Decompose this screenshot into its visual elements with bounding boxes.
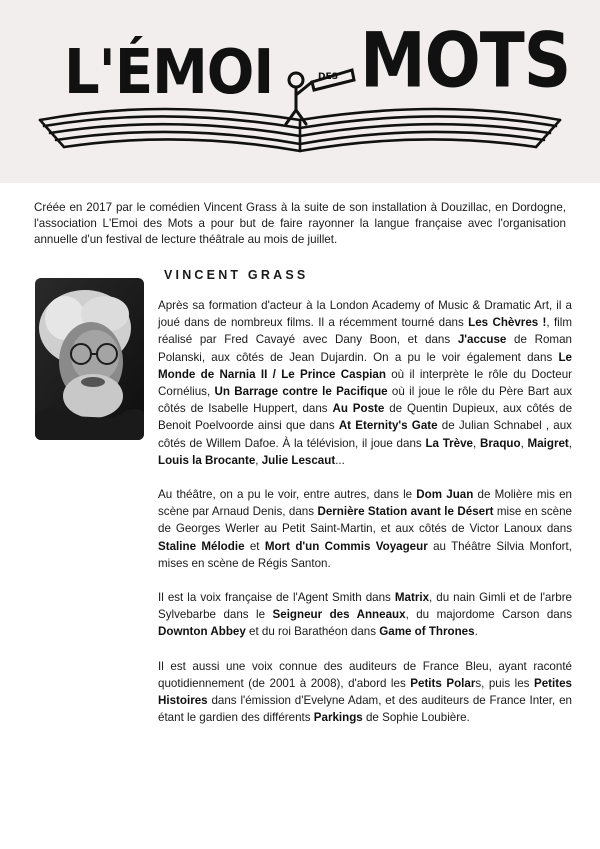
portrait-photo [35,278,144,440]
bio-paragraph-dubbing: Il est la voix française de l'Agent Smith dans Matrix, du nain Gimli et de l'arbre Sylvebarbe dans le Seigneur des Anneaux, du majordome Carson dans Downton Abbey et du roi Barathéon dans Game of Thrones. [158,591,572,639]
work-title: Downton Abbey [158,625,246,639]
tv-title: Julie Lescaut [261,453,336,467]
tv-title: Louis la Brocante [158,453,256,467]
play-title: Mort d'un Commis Voyageur [264,539,428,553]
play-title: Staline Mélodie [158,539,245,553]
film-title: At Eternity's Gate [338,419,438,433]
show-title: Petites Histoires [158,676,572,708]
logo-lemoi-text: L'ÉMOI [64,36,274,109]
film-title: J'accuse [457,333,507,347]
show-title: Parkings [313,711,363,725]
header-banner [0,0,600,183]
tv-title: La Trève [425,436,474,450]
film-title: Un Barrage contre le Pacifique [214,385,388,399]
film-title: Les Chèvres ! [468,316,547,330]
bio-paragraph-radio: Il est aussi une voix connue des auditeurs de France Bleu, ayant raconté quotidiennement (de 2001 à 2008), d'abord les Petits Polars, puis les Petites Histoires dans l'émission d'Evelyne Adam, et des auditeurs de France Inter, en étant le gardien des différents Parkings de Sophie Loubière. [158,659,572,725]
play-title: Dom Juan [416,488,474,502]
tv-title: Maigret [527,436,569,450]
show-title: Petits Polar [410,676,476,690]
play-title: Dernière Station avant le Désert [317,505,494,519]
work-title: Game of Thrones [379,625,475,639]
logo-des-text: DES [318,72,339,82]
work-title: Seigneur des Anneaux [272,608,406,622]
logo-mots-text: MOTS [360,16,571,105]
intro-paragraph: Créée en 2017 par le comédien Vincent Grass à la suite de son installation à Douzillac, en Dordogne, l'association L'Emoi des Mots a pour but de faire rayonner la langue française avec l'organisation annuelle d'un festival de lecture théâtrale au mois de juillet. [34,201,566,246]
tv-title: Braquo [479,436,521,450]
film-title: Le Monde de Narnia II / Le Prince Caspian [158,350,572,381]
portrait-image-icon [35,278,144,440]
work-title: Matrix [394,591,430,605]
biography [158,297,572,743]
bio-paragraph-films: Après sa formation d'acteur à la London Academy of Music & Dramatic Art, il a joué dans de nombreux films. Il a récemment tourné dans Les Chèvres !, film réalisé par Fred Cavayé avec Dany Boon, et dans J'accuse de Roman Polanski, aux côtés de Jean Dujardin. On a pu le voir également dans Le Monde de Narnia II / Le Prince Caspian où il interprète le rôle du Docteur Cornélius, Un Barrage contre le Pacifique où il joue le rôle du Père Bart aux côtés de Isabelle Huppert, dans Au Poste de Quentin Dupieux, aux côtés de Benoit Poelvoorde ainsi que dans At Eternity's Gate de Julian Schnabel , aux côtés de Willem Dafoe. À la télévision, il joue dans La Trève, Braquo, Maigret, Louis la Brocante, Julie Lescaut... [158,299,573,467]
film-title: Au Poste [332,402,385,416]
bio-paragraph-theatre: Au théâtre, on a pu le voir, entre autres, dans le Dom Juan de Molière mis en scène par Arnaud Denis, dans Dernière Station avant le Désert mise en scène de Georges Werler au Petit Saint-Martin, et aux côtés de Victor Lanoux dans Staline Mélodie et Mort d'un Commis Voyageur au Théâtre Silvia Monfort, mises en scène de Régis Santon. [158,488,572,570]
profile-name: VINCENT GRASS [164,268,309,282]
